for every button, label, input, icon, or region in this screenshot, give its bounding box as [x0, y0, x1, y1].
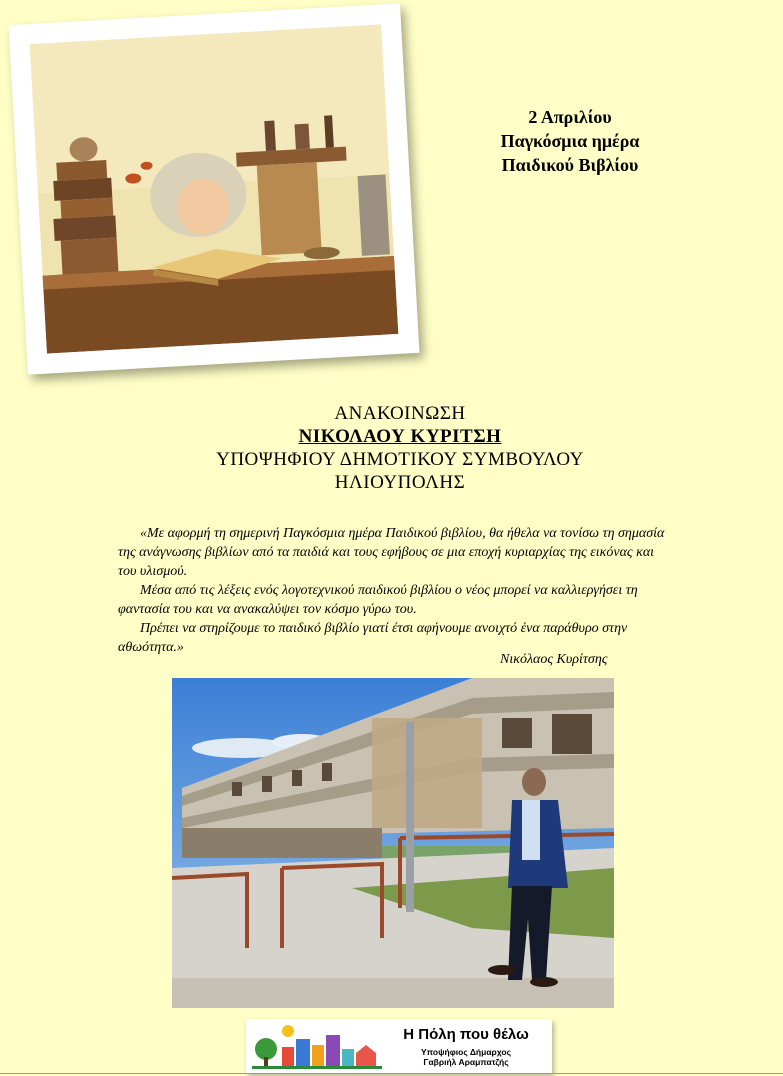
candidate-city: ΗΛΙΟΥΠΟΛΗΣ	[334, 472, 466, 493]
signature: Νικόλαος Κυρίτσης	[500, 652, 608, 667]
campaign-logo	[246, 1019, 552, 1073]
candidate-name: ΝΙΚΟΛΑΟΥ ΚΥΡΙΤΣΗ	[298, 426, 502, 447]
announcement-header	[100, 402, 700, 494]
page-bottom-divider	[0, 1073, 783, 1074]
quote-body	[118, 524, 674, 657]
candidate-role: ΥΠΟΨΗΦΙΟΥ ΔΗΜΟΤΙΚΟΥ ΣΥΜΒΟΥΛΟΥ	[216, 449, 584, 470]
quote-paragraph: Πρέπει να στηρίζουμε το παιδικό βιβλίο γιατί έτσι αφήνουμε ανοιχτό ένα παράθυρο στην αθωότητα.»	[118, 621, 628, 655]
building-photo-image	[172, 678, 614, 1008]
illustration-image	[30, 24, 399, 353]
title-line-1: Παγκόσμια ημέρα	[500, 131, 640, 151]
day-title	[470, 105, 670, 177]
quote-paragraph: «Με αφορμή τη σημερινή Παγκόσμια ημέρα Παιδικού βιβλίου, θα ήθελα να τονίσω τη σημασία της ανάγνωσης βιβλίων από τα παιδιά και τους εφήβους σε μια εποχή κυριαρχίας της εικόνας και του υλισμού.	[118, 526, 665, 579]
quote-paragraph: Μέσα από τις λέξεις ενός λογοτεχνικού παιδικού βιβλίου ο νέος μπορεί να καλλιεργήσει τη φαντασία του και να ανακαλύψει τον κόσμο γύρω του.	[118, 583, 638, 617]
childrens-book-illustration	[9, 3, 420, 374]
announcement-heading: ΑΝΑΚΟΙΝΩΣΗ	[334, 403, 466, 424]
city-skyline-icon	[252, 1023, 382, 1069]
candidate-photo	[172, 678, 614, 1008]
logo-subtitle: Υποψήφιος Δήμαρχος	[420, 1047, 511, 1057]
title-line-2: Παιδικού Βιβλίου	[501, 155, 639, 175]
logo-candidate-name: Γαβριήλ Αραμπατζής	[423, 1057, 509, 1067]
logo-title: Η Πόλη που θέλω	[403, 1026, 529, 1043]
date-line: 2 Απριλίου	[528, 107, 612, 127]
